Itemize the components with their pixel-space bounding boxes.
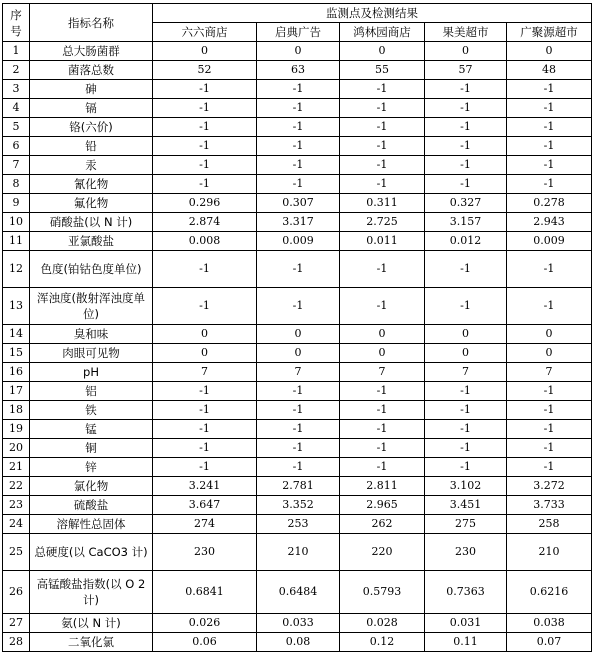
row-index-cell: 8 — [3, 175, 30, 194]
indicator-name-cell: 锌 — [30, 458, 153, 477]
result-value-cell: 0 — [257, 42, 340, 61]
table-row — [3, 175, 592, 194]
table-row — [3, 344, 592, 363]
result-value-cell: -1 — [153, 458, 257, 477]
result-value-cell: -1 — [340, 401, 425, 420]
row-index-cell: 10 — [3, 213, 30, 232]
result-value-cell: -1 — [257, 420, 340, 439]
result-value-cell: 0 — [507, 325, 592, 344]
result-value-cell: -1 — [257, 401, 340, 420]
result-value-cell: 0.296 — [153, 194, 257, 213]
result-value-cell: -1 — [153, 175, 257, 194]
result-value-cell: 0.012 — [425, 232, 507, 251]
result-value-cell: 7 — [340, 363, 425, 382]
table-header — [3, 4, 592, 42]
table-row — [3, 571, 592, 614]
result-value-cell: 230 — [425, 534, 507, 571]
indicator-name-cell: 氟化物 — [30, 194, 153, 213]
result-value-cell: 0.033 — [257, 614, 340, 633]
result-value-cell: -1 — [257, 118, 340, 137]
row-index-cell: 28 — [3, 633, 30, 652]
result-value-cell: 2.725 — [340, 213, 425, 232]
indicator-name-cell: 铁 — [30, 401, 153, 420]
result-value-cell: 7 — [507, 363, 592, 382]
row-index-cell: 13 — [3, 288, 30, 325]
result-value-cell: 2.781 — [257, 477, 340, 496]
result-value-cell: -1 — [153, 80, 257, 99]
result-value-cell: -1 — [507, 420, 592, 439]
result-value-cell: 0.08 — [257, 633, 340, 652]
result-value-cell: -1 — [340, 80, 425, 99]
result-value-cell: -1 — [153, 288, 257, 325]
result-value-cell: 0 — [507, 344, 592, 363]
result-value-cell: 0.6484 — [257, 571, 340, 614]
result-value-cell: -1 — [507, 118, 592, 137]
table-row — [3, 534, 592, 571]
result-value-cell: -1 — [425, 251, 507, 288]
table-row — [3, 61, 592, 80]
result-value-cell: -1 — [425, 175, 507, 194]
row-index-cell: 26 — [3, 571, 30, 614]
result-value-cell: 0.327 — [425, 194, 507, 213]
result-value-cell: 0 — [153, 42, 257, 61]
result-value-cell: -1 — [425, 288, 507, 325]
result-value-cell: -1 — [153, 439, 257, 458]
indicator-name-cell: 浑浊度(散射浑浊度单位) — [30, 288, 153, 325]
row-index-cell: 7 — [3, 156, 30, 175]
result-value-cell: 3.241 — [153, 477, 257, 496]
row-index-cell: 24 — [3, 515, 30, 534]
result-value-cell: -1 — [257, 439, 340, 458]
row-index-cell: 9 — [3, 194, 30, 213]
result-value-cell: -1 — [340, 137, 425, 156]
table-row — [3, 401, 592, 420]
table-row — [3, 496, 592, 515]
row-index-cell: 3 — [3, 80, 30, 99]
table-row — [3, 458, 592, 477]
result-value-cell: -1 — [425, 439, 507, 458]
result-value-cell: 0.038 — [507, 614, 592, 633]
table-row — [3, 382, 592, 401]
result-value-cell: -1 — [257, 80, 340, 99]
indicator-name-cell: 总硬度(以 CaCO3 计) — [30, 534, 153, 571]
table-row — [3, 288, 592, 325]
result-value-cell: -1 — [425, 156, 507, 175]
result-value-cell: 2.965 — [340, 496, 425, 515]
result-value-cell: 2.811 — [340, 477, 425, 496]
result-value-cell: 0.009 — [507, 232, 592, 251]
indicator-name-cell: 氯化物 — [30, 477, 153, 496]
row-index-cell: 14 — [3, 325, 30, 344]
row-index-cell: 19 — [3, 420, 30, 439]
result-value-cell: 0.12 — [340, 633, 425, 652]
result-value-cell: 258 — [507, 515, 592, 534]
result-value-cell: -1 — [153, 99, 257, 118]
result-value-cell: -1 — [507, 251, 592, 288]
result-value-cell: 0.278 — [507, 194, 592, 213]
indicator-name-cell: 溶解性总固体 — [30, 515, 153, 534]
result-value-cell: 0.028 — [340, 614, 425, 633]
result-value-cell: -1 — [507, 80, 592, 99]
row-index-cell: 6 — [3, 137, 30, 156]
table-row — [3, 363, 592, 382]
result-value-cell: 0.7363 — [425, 571, 507, 614]
result-value-cell: 0 — [257, 325, 340, 344]
indicator-name-cell: 臭和味 — [30, 325, 153, 344]
result-value-cell: 0 — [340, 325, 425, 344]
table-body — [3, 42, 592, 652]
result-value-cell: 0.026 — [153, 614, 257, 633]
result-value-cell: -1 — [340, 439, 425, 458]
result-value-cell: 0.5793 — [340, 571, 425, 614]
indicator-name-cell: 亚氯酸盐 — [30, 232, 153, 251]
result-value-cell: 0.011 — [340, 232, 425, 251]
indicator-name-cell: 氨(以 N 计) — [30, 614, 153, 633]
result-value-cell: 0 — [257, 344, 340, 363]
header-site: 六六商店 — [153, 23, 257, 42]
indicator-name-cell: 色度(铂钴色度单位) — [30, 251, 153, 288]
row-index-cell: 5 — [3, 118, 30, 137]
indicator-name-cell: 铅 — [30, 137, 153, 156]
result-value-cell: -1 — [153, 118, 257, 137]
result-value-cell: 55 — [340, 61, 425, 80]
result-value-cell: -1 — [340, 458, 425, 477]
result-value-cell: -1 — [425, 118, 507, 137]
result-value-cell: 0.6216 — [507, 571, 592, 614]
result-value-cell: -1 — [425, 401, 507, 420]
row-index-cell: 1 — [3, 42, 30, 61]
header-site: 鸿林园商店 — [340, 23, 425, 42]
result-value-cell: 3.102 — [425, 477, 507, 496]
result-value-cell: -1 — [507, 137, 592, 156]
result-value-cell: 0.008 — [153, 232, 257, 251]
result-value-cell: -1 — [153, 382, 257, 401]
result-value-cell: 7 — [153, 363, 257, 382]
result-value-cell: 0.009 — [257, 232, 340, 251]
result-value-cell: -1 — [425, 80, 507, 99]
result-value-cell: -1 — [340, 288, 425, 325]
indicator-name-cell: 总大肠菌群 — [30, 42, 153, 61]
header-results-group: 监测点及检测结果 — [153, 4, 592, 23]
result-value-cell: -1 — [257, 175, 340, 194]
row-index-cell: 22 — [3, 477, 30, 496]
row-index-cell: 27 — [3, 614, 30, 633]
header-site: 广聚源超市 — [507, 23, 592, 42]
row-index-cell: 12 — [3, 251, 30, 288]
result-value-cell: 0 — [153, 344, 257, 363]
table-row — [3, 99, 592, 118]
header-indicator-name: 指标名称 — [30, 4, 153, 42]
result-value-cell: -1 — [507, 401, 592, 420]
monitoring-results-table — [2, 3, 592, 652]
result-value-cell: 3.352 — [257, 496, 340, 515]
result-value-cell: 220 — [340, 534, 425, 571]
result-value-cell: 0.307 — [257, 194, 340, 213]
result-value-cell: 0.07 — [507, 633, 592, 652]
result-value-cell: -1 — [507, 382, 592, 401]
table-row — [3, 137, 592, 156]
table-row — [3, 325, 592, 344]
indicator-name-cell: 肉眼可见物 — [30, 344, 153, 363]
result-value-cell: -1 — [340, 420, 425, 439]
indicator-name-cell: 镉 — [30, 99, 153, 118]
result-value-cell: -1 — [340, 118, 425, 137]
header-site: 果美超市 — [425, 23, 507, 42]
result-value-cell: -1 — [507, 458, 592, 477]
result-value-cell: 0.11 — [425, 633, 507, 652]
result-value-cell: -1 — [507, 99, 592, 118]
row-index-cell: 20 — [3, 439, 30, 458]
table-row — [3, 42, 592, 61]
result-value-cell: 3.647 — [153, 496, 257, 515]
result-value-cell: -1 — [507, 439, 592, 458]
table-row — [3, 614, 592, 633]
result-value-cell: 0 — [425, 325, 507, 344]
indicator-name-cell: 锰 — [30, 420, 153, 439]
result-value-cell: -1 — [340, 156, 425, 175]
result-value-cell: -1 — [340, 251, 425, 288]
indicator-name-cell: 氰化物 — [30, 175, 153, 194]
result-value-cell: 3.733 — [507, 496, 592, 515]
row-index-cell: 11 — [3, 232, 30, 251]
result-value-cell: 57 — [425, 61, 507, 80]
result-value-cell: 3.157 — [425, 213, 507, 232]
result-value-cell: -1 — [425, 137, 507, 156]
header-index: 序号 — [3, 4, 30, 42]
table-row — [3, 213, 592, 232]
result-value-cell: 48 — [507, 61, 592, 80]
indicator-name-cell: 菌落总数 — [30, 61, 153, 80]
indicator-name-cell: 铝 — [30, 382, 153, 401]
result-value-cell: -1 — [257, 458, 340, 477]
result-value-cell: 0.311 — [340, 194, 425, 213]
header-site: 启典广告 — [257, 23, 340, 42]
result-value-cell: -1 — [340, 175, 425, 194]
row-index-cell: 2 — [3, 61, 30, 80]
result-value-cell: 3.451 — [425, 496, 507, 515]
row-index-cell: 23 — [3, 496, 30, 515]
table-row — [3, 118, 592, 137]
result-value-cell: 7 — [257, 363, 340, 382]
indicator-name-cell: 砷 — [30, 80, 153, 99]
result-value-cell: -1 — [257, 288, 340, 325]
result-value-cell: -1 — [257, 137, 340, 156]
row-index-cell: 18 — [3, 401, 30, 420]
result-value-cell: 0 — [507, 42, 592, 61]
row-index-cell: 21 — [3, 458, 30, 477]
result-value-cell: 230 — [153, 534, 257, 571]
indicator-name-cell: 汞 — [30, 156, 153, 175]
result-value-cell: 210 — [257, 534, 340, 571]
table-row — [3, 515, 592, 534]
result-value-cell: -1 — [153, 401, 257, 420]
table-row — [3, 251, 592, 288]
result-value-cell: -1 — [425, 382, 507, 401]
result-value-cell: 3.317 — [257, 213, 340, 232]
row-index-cell: 17 — [3, 382, 30, 401]
indicator-name-cell: pH — [30, 363, 153, 382]
result-value-cell: 0 — [340, 344, 425, 363]
result-value-cell: 63 — [257, 61, 340, 80]
result-value-cell: 275 — [425, 515, 507, 534]
table-row — [3, 156, 592, 175]
result-value-cell: -1 — [425, 420, 507, 439]
result-value-cell: -1 — [257, 382, 340, 401]
result-value-cell: 0 — [425, 42, 507, 61]
result-value-cell: -1 — [257, 156, 340, 175]
result-value-cell: -1 — [425, 99, 507, 118]
table-row — [3, 194, 592, 213]
result-value-cell: -1 — [153, 156, 257, 175]
table-row — [3, 633, 592, 652]
table-row — [3, 80, 592, 99]
indicator-name-cell: 铜 — [30, 439, 153, 458]
result-value-cell: 2.874 — [153, 213, 257, 232]
result-value-cell: 0.031 — [425, 614, 507, 633]
indicator-name-cell: 铬(六价) — [30, 118, 153, 137]
result-value-cell: -1 — [153, 137, 257, 156]
result-value-cell: 262 — [340, 515, 425, 534]
row-index-cell: 16 — [3, 363, 30, 382]
result-value-cell: 52 — [153, 61, 257, 80]
result-value-cell: 3.272 — [507, 477, 592, 496]
result-value-cell: -1 — [340, 382, 425, 401]
table-row — [3, 420, 592, 439]
indicator-name-cell: 二氧化氯 — [30, 633, 153, 652]
table-row — [3, 232, 592, 251]
result-value-cell: 274 — [153, 515, 257, 534]
result-value-cell: -1 — [153, 251, 257, 288]
result-value-cell: -1 — [507, 288, 592, 325]
result-value-cell: 7 — [425, 363, 507, 382]
result-value-cell: -1 — [340, 99, 425, 118]
result-value-cell: 0.6841 — [153, 571, 257, 614]
result-value-cell: 0 — [425, 344, 507, 363]
result-value-cell: -1 — [425, 458, 507, 477]
table-row — [3, 477, 592, 496]
row-index-cell: 15 — [3, 344, 30, 363]
indicator-name-cell: 高锰酸盐指数(以 O 2 计) — [30, 571, 153, 614]
result-value-cell: 0 — [340, 42, 425, 61]
result-value-cell: 0.06 — [153, 633, 257, 652]
result-value-cell: 2.943 — [507, 213, 592, 232]
row-index-cell: 4 — [3, 99, 30, 118]
result-value-cell: 0 — [153, 325, 257, 344]
indicator-name-cell: 硝酸盐(以 N 计) — [30, 213, 153, 232]
result-value-cell: -1 — [507, 175, 592, 194]
result-value-cell: 210 — [507, 534, 592, 571]
row-index-cell: 25 — [3, 534, 30, 571]
result-value-cell: 253 — [257, 515, 340, 534]
result-value-cell: -1 — [257, 251, 340, 288]
indicator-name-cell: 硫酸盐 — [30, 496, 153, 515]
result-value-cell: -1 — [257, 99, 340, 118]
result-value-cell: -1 — [507, 156, 592, 175]
result-value-cell: -1 — [153, 420, 257, 439]
table-row — [3, 439, 592, 458]
